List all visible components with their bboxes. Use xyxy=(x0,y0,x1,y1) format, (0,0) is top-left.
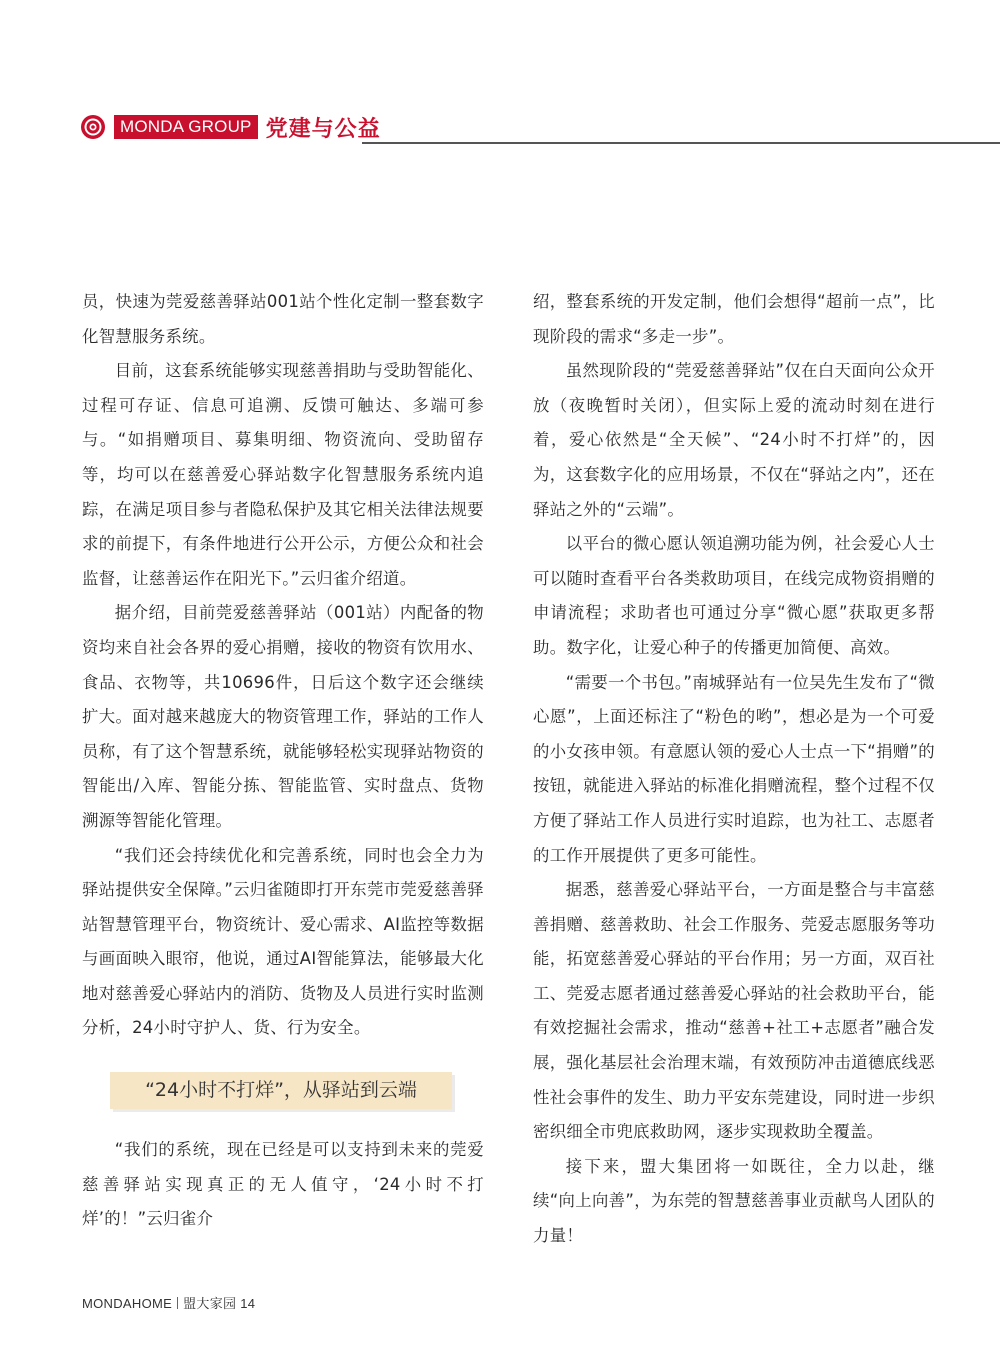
monda-logo-icon xyxy=(80,114,106,140)
paragraph: 目前，这套系统能够实现慈善捐助与受助智能化、过程可存证、信息可追溯、反馈可触达、多端可参与。“如捐赠项目、募集明细、物资流向、受助留存等，均可以在慈善爱心驿站数字化智慧服务系统内追踪，在满足项目参与者隐私保护及其它相关法律法规要求的前提下，有条件地进行公开公示，方便公众和社会监督，让慈善运作在阳光下。”云归雀介绍道。 xyxy=(82,361,484,588)
paragraph: 据悉，慈善爱心驿站平台，一方面是整合与丰富慈善捐赠、慈善救助、社会工作服务、莞爱志愿服务等功能，拓宽慈善爱心驿站的平台作用；另一方面，双百社工、莞爱志愿者通过慈善爱心驿站的社会救助平台，能有效挖掘社会需求，推动“慈善+社工+志愿者”融合发展，强化基层社会治理末端，有效预防冲击道德底线恶性社会事件的发生、助力平安东莞建设，同时进一步织密织细全市兜底救助网，逐步实现救助全覆盖。 xyxy=(533,880,935,1142)
magazine-title: MONDAHOME xyxy=(82,1296,173,1311)
section-title: 党建与公益 xyxy=(265,116,381,142)
magazine-name: 盟大家园 xyxy=(183,1296,237,1311)
brand-label: MONDA GROUP xyxy=(114,115,258,139)
paragraph: 接下来，盟大集团将一如既往，全力以赴，继续“向上向善”，为东莞的智慧慈善事业贡献鸟人团队的力量！ xyxy=(533,1156,935,1246)
paragraph: 据介绍，目前莞爱慈善驿站（001站）内配备的物资均来自社会各界的爱心捐赠，接收的物资有饮用水、食品、衣物等，共10696件，日后这个数字还会继续扩大。面对越来越庞大的物资管理工作，驿站的工作人员称，有了这个智慧系统，就能够轻松实现驿站物资的智能出/入库、智能分拣、智能监管、实时盘点、货物溯源等智能化管理。 xyxy=(82,603,484,830)
paragraph: 以平台的微心愿认领追溯功能为例，社会爱心人士可以随时查看平台各类救助项目，在线完成物资捐赠的申请流程；求助者也可通过分享“微心愿”获取更多帮助。数字化，让爱心种子的传播更加简便、高效。 xyxy=(533,534,935,657)
paragraph: 员，快速为莞爱慈善驿站001站个性化定制一整套数字化智慧服务系统。 xyxy=(82,292,484,346)
header-divider xyxy=(362,142,1000,144)
footer-separator xyxy=(177,1297,178,1309)
page-footer xyxy=(82,1293,255,1312)
paragraph: 绍，整套系统的开发定制，他们会想得“超前一点”，比现阶段的需求“多走一步”。 xyxy=(533,292,935,346)
page-header xyxy=(80,112,381,142)
section-subheading: “24小时不打烊”，从驿站到云端 xyxy=(110,1072,452,1109)
paragraph: “我们的系统，现在已经是可以支持到未来的莞爱慈善驿站实现真正的无人值守，‘24小时不打烊’的！”云归雀介 xyxy=(82,1140,484,1229)
right-column xyxy=(533,285,935,1254)
left-column xyxy=(82,285,484,1237)
paragraph: 虽然现阶段的“莞爱慈善驿站”仅在白天面向公众开放（夜晚暂时关闭），但实际上爱的流动时刻在进行着，爱心依然是“全天候”、“24小时不打烊”的，因为，这套数字化的应用场景，不仅在“驿站之内”，还在驿站之外的“云端”。 xyxy=(533,361,935,519)
page-number: 14 xyxy=(240,1296,256,1311)
paragraph: “我们还会持续优化和完善系统，同时也会全力为驿站提供安全保障。”云归雀随即打开东莞市莞爱慈善驿站智慧管理平台，物资统计、爱心需求、AI监控等数据与画面映入眼帘，他说，通过AI智能算法，能够最大化地对慈善爱心驿站内的消防、货物及人员进行实时监测分析，24小时守护人、货、行为安全。 xyxy=(82,845,484,1038)
paragraph: “需要一个书包。”南城驿站有一位吴先生发布了“微心愿”，上面还标注了“粉色的哟”，想必是为一个可爱的小女孩申领。有意愿认领的爱心人士点一下“捐赠”的按钮，就能进入驿站的标准化捐赠流程，整个过程不仅方便了驿站工作人员进行实时追踪，也为社工、志愿者的工作开展提供了更多可能性。 xyxy=(533,672,935,865)
